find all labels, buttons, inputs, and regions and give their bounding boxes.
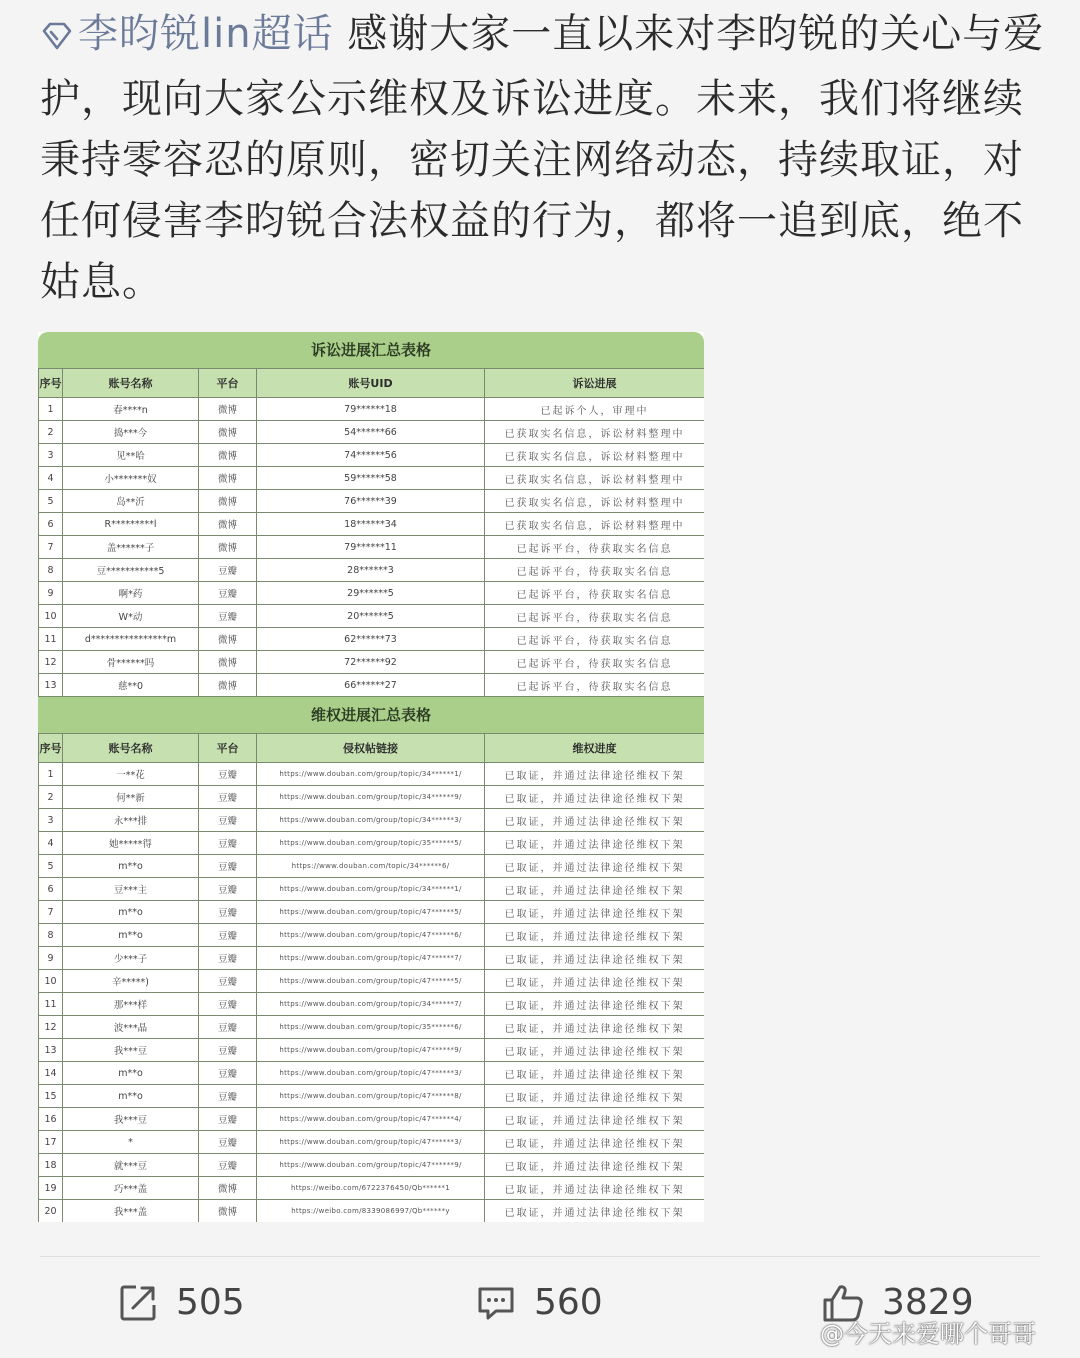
table-cell: 小*******奴 [63,467,199,490]
table-row [39,855,705,878]
table-cell: 已起诉平台，待获取实名信息 [485,628,705,651]
table-cell: 微博 [199,444,257,467]
table-row [39,1131,705,1154]
table-cell: 已取证，并通过法律途径维权下架 [485,1200,705,1223]
table-cell: 岛**沂 [63,490,199,513]
table-cell: m**o [63,855,199,878]
post-body [40,4,1050,313]
table-cell: 豆瓣 [199,901,257,924]
table-cell: 我***豆 [63,1108,199,1131]
table-row [39,651,705,674]
table-cell: m**o [63,1085,199,1108]
table-cell: 已取证，并通过法律途径维权下架 [485,970,705,993]
table-row [39,628,705,651]
table-cell: 已起诉平台，待获取实名信息 [485,674,705,697]
table-cell: 已取证，并通过法律途径维权下架 [485,878,705,901]
table-row [39,421,705,444]
table-cell: https://www.douban.com/group/topic/35******5/ [257,832,485,855]
table-cell: 豆***********5 [63,559,199,582]
table-cell: 3 [39,809,63,832]
table-cell: 8 [39,559,63,582]
comment-button[interactable] [476,1282,603,1323]
table-cell: 豆瓣 [199,1131,257,1154]
table-cell: 豆瓣 [199,1062,257,1085]
table-cell: https://www.douban.com/group/topic/47******6/ [257,924,485,947]
table-cell: 豆瓣 [199,947,257,970]
table-cell: 已起诉平台，待获取实名信息 [485,605,705,628]
table-cell: 18 [39,1154,63,1177]
table-cell: 豆瓣 [199,878,257,901]
table-cell: https://weibo.com/6722376450/Qb******1 [257,1177,485,1200]
repost-icon [118,1283,158,1323]
table-cell: 她*****得 [63,832,199,855]
table-cell: 少***子 [63,947,199,970]
table-cell: 豆瓣 [199,1108,257,1131]
table-cell: 骨******吗 [63,651,199,674]
table-cell: 4 [39,832,63,855]
table-row [39,947,705,970]
table-cell: 豆瓣 [199,1085,257,1108]
table-cell: 10 [39,970,63,993]
table-cell: 59******58 [257,467,485,490]
table-cell: 微博 [199,398,257,421]
table-row [39,444,705,467]
table-cell: 5 [39,855,63,878]
table-cell: 巧***盖 [63,1177,199,1200]
table-cell: 微博 [199,513,257,536]
table-row [39,536,705,559]
table-cell: 已取证，并通过法律途径维权下架 [485,1039,705,1062]
table-cell: 7 [39,901,63,924]
table-row [39,993,705,1016]
table-cell: 11 [39,993,63,1016]
table-cell: 28******3 [257,559,485,582]
table-row [39,763,705,786]
table-cell: 我***盖 [63,1200,199,1223]
action-bar-divider [40,1256,1040,1257]
supertopic-diamond-icon [40,8,74,69]
table-row [39,1039,705,1062]
column-header: 平台 [199,369,257,398]
rights-table-title: 维权进展汇总表格 [38,697,704,733]
table-cell: 20******5 [257,605,485,628]
table-row [39,490,705,513]
table-cell: 豆瓣 [199,1039,257,1062]
table-cell: 捣***今 [63,421,199,444]
table-row [39,467,705,490]
table-cell: 已起诉个人，审理中 [485,398,705,421]
table-cell: 微博 [199,490,257,513]
table-row [39,513,705,536]
table-cell: 79******18 [257,398,485,421]
table-cell: 已起诉平台，待获取实名信息 [485,559,705,582]
table-cell: https://www.douban.com/group/topic/47******9/ [257,1154,485,1177]
table-cell: 已取证，并通过法律途径维权下架 [485,809,705,832]
table-cell: 微博 [199,1200,257,1223]
table-cell: https://www.douban.com/group/topic/47******7/ [257,947,485,970]
table-cell: 10 [39,605,63,628]
table-cell: https://www.douban.com/group/topic/47******3/ [257,1131,485,1154]
table-cell: 已获取实名信息，诉讼材料整理中 [485,444,705,467]
table-cell: 7 [39,536,63,559]
repost-count: 505 [176,1282,245,1323]
column-header: 账号UID [257,369,485,398]
table-cell: 一**花 [63,763,199,786]
table-cell: 79******11 [257,536,485,559]
table-cell: 54******66 [257,421,485,444]
table-cell: 已取证，并通过法律途径维权下架 [485,1177,705,1200]
column-header: 侵权帖链接 [257,734,485,763]
table-cell: https://www.douban.com/group/topic/47******5/ [257,970,485,993]
table-cell: 已获取实名信息，诉讼材料整理中 [485,490,705,513]
table-cell: 17 [39,1131,63,1154]
table-cell: 豆瓣 [199,582,257,605]
table-cell: 66******27 [257,674,485,697]
table-cell: 微博 [199,467,257,490]
table-cell: 豆瓣 [199,855,257,878]
watermark: @今天来爱哪个哥哥 [820,1320,1036,1348]
column-header: 维权进度 [485,734,705,763]
table-cell: 76******39 [257,490,485,513]
table-cell: 已起诉平台，待获取实名信息 [485,536,705,559]
table-cell: 豆瓣 [199,970,257,993]
table-row [39,1085,705,1108]
table-cell: https://www.douban.com/group/topic/34******9/ [257,786,485,809]
table-cell: https://www.douban.com/topic/34******6/ [257,855,485,878]
table-cell: 辛*****) [63,970,199,993]
table-cell: 已获取实名信息，诉讼材料整理中 [485,467,705,490]
table-cell: 13 [39,1039,63,1062]
table-cell: 已取证，并通过法律途径维权下架 [485,1085,705,1108]
table-cell: 微博 [199,1177,257,1200]
table-cell: 19 [39,1177,63,1200]
table-cell: 豆瓣 [199,605,257,628]
table-cell: 已取证，并通过法律途径维权下架 [485,786,705,809]
table-cell: 已取证，并通过法律途径维权下架 [485,1016,705,1039]
table-cell: R*********l [63,513,199,536]
table-cell: 慈**0 [63,674,199,697]
table-cell: https://www.douban.com/group/topic/47******8/ [257,1085,485,1108]
comment-count: 560 [534,1282,603,1323]
table-row [39,559,705,582]
table-cell: 14 [39,1062,63,1085]
table-cell: 盖******子 [63,536,199,559]
table-row [39,786,705,809]
table-row [39,924,705,947]
table-cell: 春****n [63,398,199,421]
attached-image-table[interactable] [38,332,704,1222]
table-cell: https://www.douban.com/group/topic/47******3/ [257,1062,485,1085]
rights-table [38,733,704,1222]
table-row [39,398,705,421]
table-cell: 已取证，并通过法律途径维权下架 [485,763,705,786]
table-cell: 微博 [199,421,257,444]
table-cell: 15 [39,1085,63,1108]
table-cell: 微博 [199,536,257,559]
table-cell: 微博 [199,674,257,697]
table-cell: 8 [39,924,63,947]
table-row [39,809,705,832]
table-cell: 见**哈 [63,444,199,467]
table-cell: https://www.douban.com/group/topic/34******3/ [257,809,485,832]
table-cell: https://www.douban.com/group/topic/47******4/ [257,1108,485,1131]
table-cell: 72******92 [257,651,485,674]
table-cell: 已取证，并通过法律途径维权下架 [485,855,705,878]
table-cell: https://www.douban.com/group/topic/34******1/ [257,763,485,786]
table-cell: 已取证，并通过法律途径维权下架 [485,924,705,947]
table-cell: 2 [39,421,63,444]
table-cell: 2 [39,786,63,809]
table-row [39,901,705,924]
table-cell: 豆瓣 [199,1016,257,1039]
table-cell: 已取证，并通过法律途径维权下架 [485,832,705,855]
table-row [39,1108,705,1131]
table-cell: 微博 [199,628,257,651]
repost-button[interactable] [118,1282,245,1323]
table-cell: 豆***主 [63,878,199,901]
table-row [39,1016,705,1039]
table-cell: 9 [39,947,63,970]
table-cell: 已获取实名信息，诉讼材料整理中 [485,513,705,536]
table-cell: https://www.douban.com/group/topic/47******9/ [257,1039,485,1062]
table-cell: 波***晶 [63,1016,199,1039]
table-cell: 何**新 [63,786,199,809]
table-cell: 豆瓣 [199,763,257,786]
table-row [39,674,705,697]
table-row [39,1062,705,1085]
table-cell: 6 [39,878,63,901]
like-count: 3829 [882,1282,974,1323]
table-cell: 豆瓣 [199,832,257,855]
table-row [39,1200,705,1223]
table-cell: https://www.douban.com/group/topic/34******7/ [257,993,485,1016]
table-cell: 9 [39,582,63,605]
table-cell: 豆瓣 [199,809,257,832]
table-row [39,582,705,605]
table-cell: 6 [39,513,63,536]
table-cell: * [63,1131,199,1154]
table-cell: 永***排 [63,809,199,832]
table-cell: 12 [39,1016,63,1039]
post-text: 感谢大家一直以来对李昀锐的关心与爱护，现向大家公示维权及诉讼进度。未来，我们将继续秉持零容忍的原则，密切关注网络动态，持续取证，对任何侵害李昀锐合法权益的行为，都将一追到底，绝不姑息。 [40,11,1045,305]
column-header: 序号 [39,734,63,763]
litigation-table-title: 诉讼进展汇总表格 [38,332,704,368]
table-cell: 4 [39,467,63,490]
table-cell: 啊*药 [63,582,199,605]
table-cell: 18******34 [257,513,485,536]
table-row [39,970,705,993]
column-header: 账号名称 [63,734,199,763]
table-cell: https://www.douban.com/group/topic/47******5/ [257,901,485,924]
table-cell: 已取证，并通过法律途径维权下架 [485,947,705,970]
table-cell: 74******56 [257,444,485,467]
table-row [39,1154,705,1177]
table-cell: 1 [39,398,63,421]
table-cell: 62******73 [257,628,485,651]
table-row [39,832,705,855]
comment-icon [476,1283,516,1323]
table-cell: https://weibo.com/8339086997/Qb******y [257,1200,485,1223]
table-cell: 已起诉平台，待获取实名信息 [485,651,705,674]
table-cell: 3 [39,444,63,467]
supertopic-label: 李昀锐lin超话 [78,11,334,57]
table-row [39,605,705,628]
table-cell: 16 [39,1108,63,1131]
table-cell: 微博 [199,651,257,674]
table-cell: 1 [39,763,63,786]
table-cell: 那***样 [63,993,199,1016]
table-cell: 已取证，并通过法律途径维权下架 [485,1154,705,1177]
table-cell: m**o [63,901,199,924]
table-cell: 豆瓣 [199,786,257,809]
table-cell: 5 [39,490,63,513]
column-header: 诉讼进展 [485,369,705,398]
table-cell: 豆瓣 [199,1154,257,1177]
table-cell: 已获取实名信息，诉讼材料整理中 [485,421,705,444]
table-row [39,878,705,901]
table-cell: 已取证，并通过法律途径维权下架 [485,1108,705,1131]
table-cell: 已取证，并通过法律途径维权下架 [485,993,705,1016]
table-cell: 豆瓣 [199,924,257,947]
table-cell: W*动 [63,605,199,628]
table-cell: m**o [63,924,199,947]
table-cell: https://www.douban.com/group/topic/34******1/ [257,878,485,901]
column-header: 序号 [39,369,63,398]
table-cell: https://www.douban.com/group/topic/35******6/ [257,1016,485,1039]
table-cell: 我***豆 [63,1039,199,1062]
table-cell: 已取证，并通过法律途径维权下架 [485,1131,705,1154]
table-cell: 12 [39,651,63,674]
table-cell: m**o [63,1062,199,1085]
table-cell: 29******5 [257,582,485,605]
table-cell: 就***豆 [63,1154,199,1177]
table-row [39,1177,705,1200]
litigation-table [38,368,704,697]
table-cell: 20 [39,1200,63,1223]
table-cell: 已起诉平台，待获取实名信息 [485,582,705,605]
table-cell: 豆瓣 [199,993,257,1016]
table-cell: 13 [39,674,63,697]
supertopic-link[interactable] [40,11,334,57]
table-cell: d****************m [63,628,199,651]
table-cell: 已取证，并通过法律途径维权下架 [485,1062,705,1085]
table-cell: 11 [39,628,63,651]
column-header: 账号名称 [63,369,199,398]
table-cell: 豆瓣 [199,559,257,582]
column-header: 平台 [199,734,257,763]
table-cell: 已取证，并通过法律途径维权下架 [485,901,705,924]
